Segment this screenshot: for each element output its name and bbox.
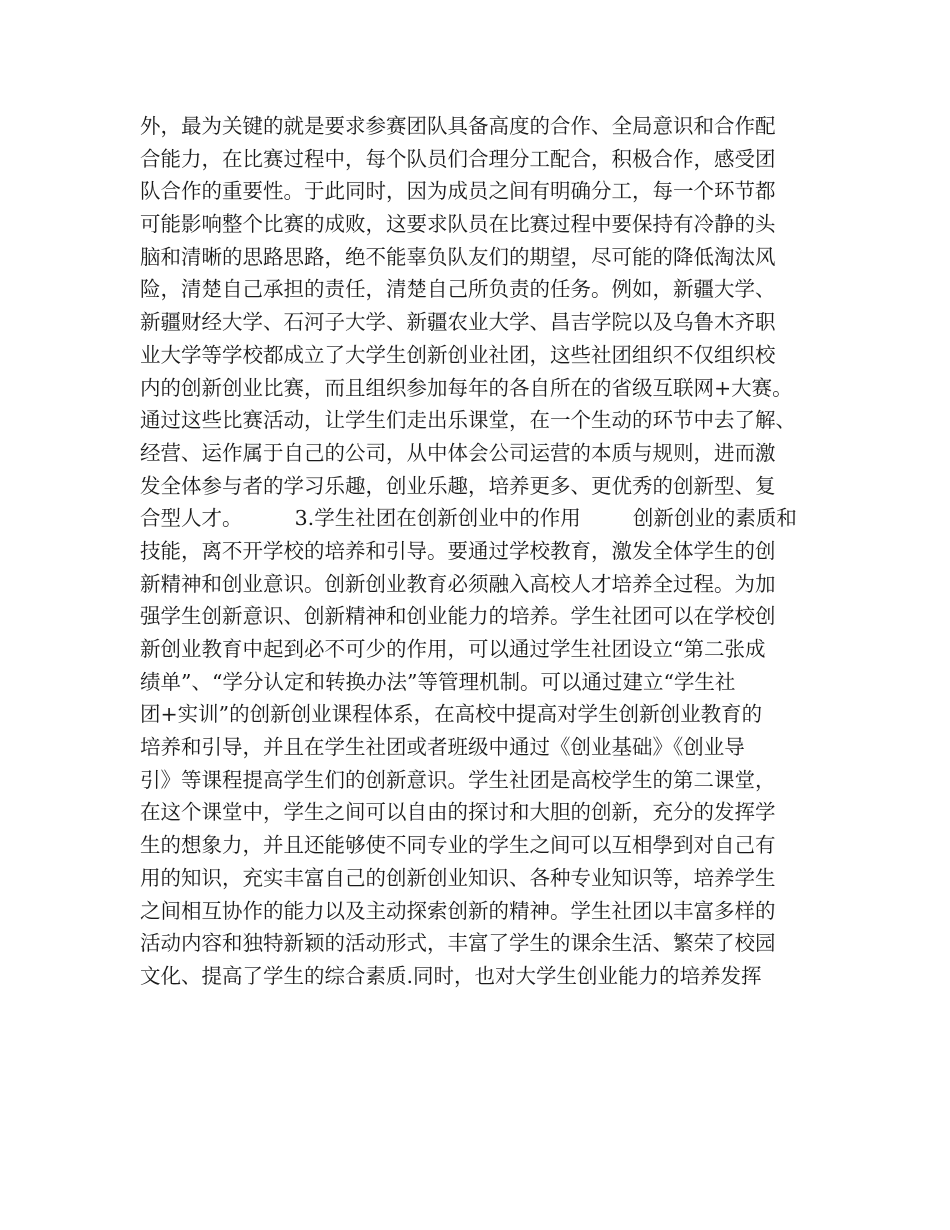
text-line: 可能影响整个比赛的成败，这要求队员在比赛过程中要保持有冷静的头 bbox=[140, 212, 776, 237]
text-line: 之间相互协作的能力以及主动探索创新的精神。学生社团以丰富多样的 bbox=[140, 898, 776, 923]
text-line: 队合作的重要性。于此同时，因为成员之间有明确分工，每一个环节都 bbox=[140, 179, 776, 204]
text-line: 培养和引导，并且在学生社团或者班级中通过《创业基础》《创业导 bbox=[140, 735, 745, 760]
text-line: 发全体参与者的学习乐趣，创业乐趣，培养更多、更优秀的创新型、复 bbox=[140, 473, 776, 498]
text-line: 文化、提高了学生的综合素质.同时，也对大学生创业能力的培养发挥 bbox=[140, 963, 762, 988]
text-line: 新精神和创业意识。创新创业教育必须融入高校人才培养全过程。为加 bbox=[140, 571, 776, 596]
text-line: 险，清楚自己承担的责任，清楚自己所负责的任务。例如，新疆大学、 bbox=[140, 277, 776, 302]
text-line: 脑和清晰的思路思路，绝不能辜负队友们的期望，尽可能的降低淘汰风 bbox=[140, 244, 776, 269]
text-line: 技能，离不开学校的培养和引导。要通过学校教育，激发全体学生的创 bbox=[140, 538, 776, 563]
text-line: 引》等课程提高学生们的创新意识。学生社团是高校学生的第二课堂， bbox=[140, 767, 776, 792]
text-line: 内的创新创业比赛，而且组织参加每年的各自所在的省级互联网+大赛。 bbox=[140, 375, 793, 400]
text-line: 绩单”、“学分认定和转换办法”等管理机制。可以通过建立“学生社 bbox=[140, 669, 736, 694]
text-line: 外，最为关键的就是要求参赛团队具备高度的合作、全局意识和合作配 bbox=[140, 114, 776, 138]
text-line: 新疆财经大学、石河子大学、新疆农业大学、昌吉学院以及乌鲁木齐职 bbox=[140, 310, 776, 335]
text-line: 新创业教育中起到必不可少的作用，可以通过学生社团设立“第二张成 bbox=[140, 637, 766, 661]
text-line: 合型人才。 3.学生社团在创新创业中的作用 创新创业的素质和 bbox=[140, 506, 797, 531]
text-line: 经营、运作属于自己的公司，从中体会公司运营的本质与规则，进而激 bbox=[140, 440, 776, 465]
body-text bbox=[140, 110, 830, 993]
text-line: 业大学等学校都成立了大学生创新创业社团，这些社团组织不仅组织校 bbox=[140, 342, 776, 367]
text-line: 强学生创新意识、创新精神和创业能力的培养。学生社团可以在学校创 bbox=[140, 604, 776, 629]
text-line: 通过这些比赛活动，让学生们走出乐课堂，在一个生动的环节中去了解、 bbox=[140, 408, 796, 433]
text-line: 用的知识，充实丰富自己的创新创业知识、各种专业知识等，培养学生 bbox=[140, 865, 776, 890]
text-line: 活动内容和独特新颖的活动形式，丰富了学生的课余生活、繁荣了校园 bbox=[140, 931, 776, 956]
text-line: 团+实训”的创新创业课程体系，在高校中提高对学生创新创业教育的 bbox=[140, 702, 763, 727]
text-line: 在这个课堂中，学生之间可以自由的探讨和大胆的创新，充分的发挥学 bbox=[140, 800, 776, 825]
text-line: 生的想象力，并且还能够使不同专业的学生之间可以互相學到对自己有 bbox=[140, 833, 776, 858]
text-line: 合能力，在比赛过程中，每个队员们合理分工配合，积极合作，感受团 bbox=[140, 146, 776, 171]
